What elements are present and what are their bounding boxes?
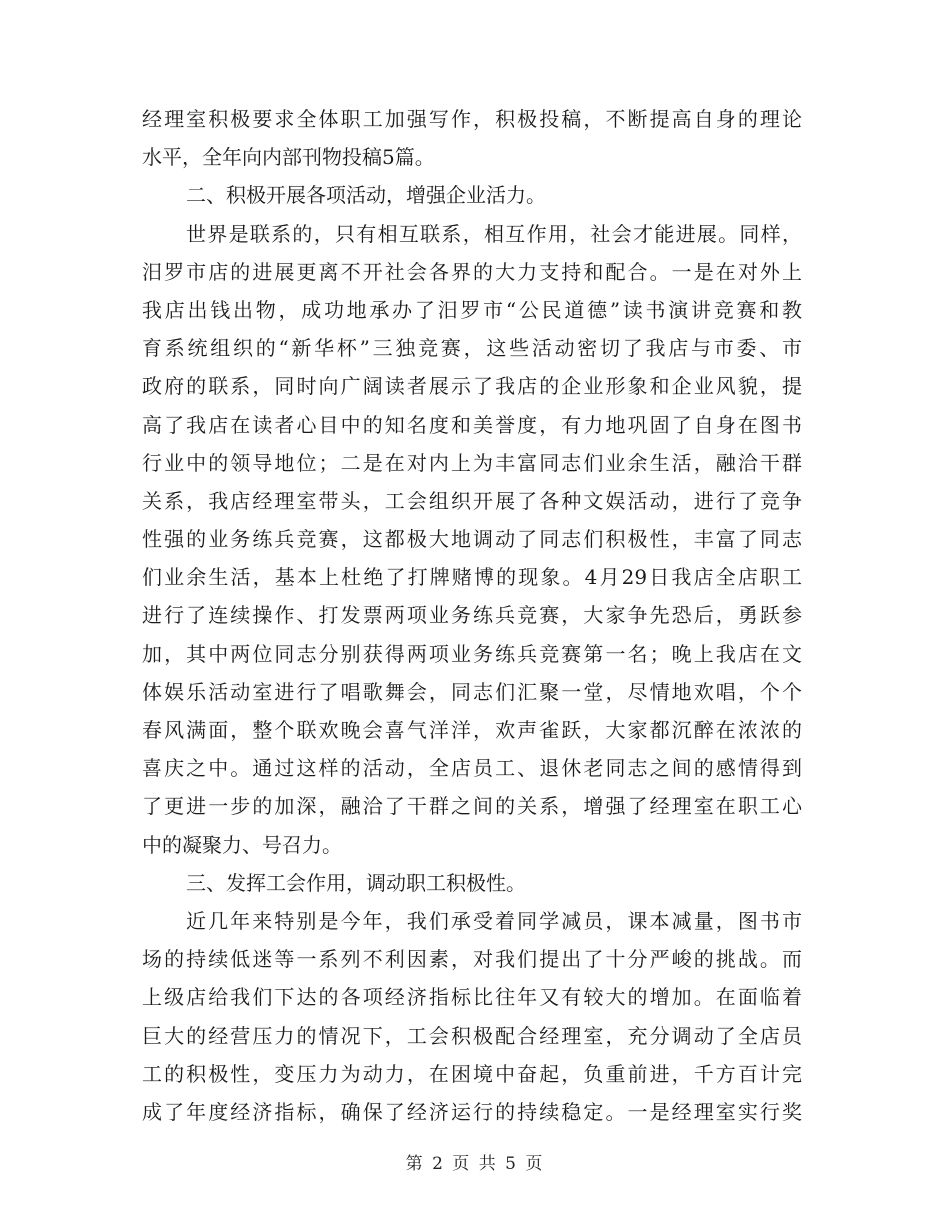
text-line: 育系统组织的“新华杯”三独竞赛，这些活动密切了我店与市委、市 — [142, 336, 802, 361]
text-line: 水平，全年向内部刊物投稿5篇。 — [142, 145, 435, 170]
text-line: 体娱乐活动室进行了唱歌舞会，同志们汇聚一堂，尽情地欢唱，个个 — [142, 679, 802, 704]
text-line: 们业余生活，基本上杜绝了打牌赌博的现象。4月29日我店全店职工 — [142, 565, 802, 590]
text-line: 汨罗市店的进展更离不开社会各界的大力支持和配合。一是在对外上 — [142, 259, 802, 284]
text-line: 加，其中两位同志分别获得两项业务练兵竞赛第一名；晚上我店在文 — [142, 641, 802, 666]
text-line: 三、发挥工会作用，调动职工积极性。 — [186, 870, 526, 895]
text-line: 上级店给我们下达的各项经济指标比往年又有较大的增加。在面临着 — [142, 985, 802, 1010]
page-footer: 第 2 页 共 5 页 — [405, 1154, 545, 1174]
text-line: 近几年来特别是今年，我们承受着同学减员，课本减量，图书市 — [186, 908, 802, 933]
text-line: 工的积极性，变压力为动力，在困境中奋起，负重前进，千方百计完 — [142, 1061, 802, 1086]
text-line: 关系，我店经理室带头，工会组织开展了各种文娱活动，进行了竞争 — [142, 488, 802, 513]
document-body — [142, 100, 802, 1131]
text-line: 中的凝聚力、号召力。 — [142, 832, 342, 857]
text-line: 世界是联系的，只有相互联系，相互作用，社会才能进展。同样， — [186, 221, 802, 246]
text-line: 高了我店在读者心目中的知名度和美誉度，有力地巩固了自身在图书 — [142, 412, 802, 437]
text-line: 二、积极开展各项活动，增强企业活力。 — [186, 183, 546, 208]
text-line: 经理室积极要求全体职工加强写作，积极投稿，不断提高自身的理论 — [142, 107, 802, 131]
text-line: 了更进一步的加深，融洽了干群之间的关系，增强了经理室在职工心 — [142, 794, 802, 819]
text-line: 进行了连续操作、打发票两项业务练兵竞赛，大家争先恐后，勇跃参 — [142, 603, 802, 628]
text-line: 性强的业务练兵竞赛，这都极大地调动了同志们积极性，丰富了同志 — [142, 527, 802, 552]
text-line: 行业中的领导地位；二是在对内上为丰富同志们业余生活，融洽干群 — [142, 450, 802, 475]
text-line: 我店出钱出物，成功地承办了汨罗市“公民道德”读书演讲竞赛和教 — [142, 297, 802, 322]
text-line: 巨大的经营压力的情况下，工会积极配合经理室，充分调动了全店员 — [142, 1023, 802, 1048]
text-line: 春风满面，整个联欢晚会喜气洋洋，欢声雀跃，大家都沉醉在浓浓的 — [142, 718, 802, 742]
text-line: 政府的联系，同时向广阔读者展示了我店的企业形象和企业风貌，提 — [142, 374, 802, 399]
text-line: 成了年度经济指标，确保了经济运行的持续稳定。一是经理室实行奖 — [142, 1099, 802, 1124]
text-line: 喜庆之中。通过这样的活动，全店员工、退休老同志之间的感情得到 — [142, 756, 802, 781]
text-line: 场的持续低迷等一系列不利因素，对我们提出了十分严峻的挑战。而 — [142, 947, 802, 972]
